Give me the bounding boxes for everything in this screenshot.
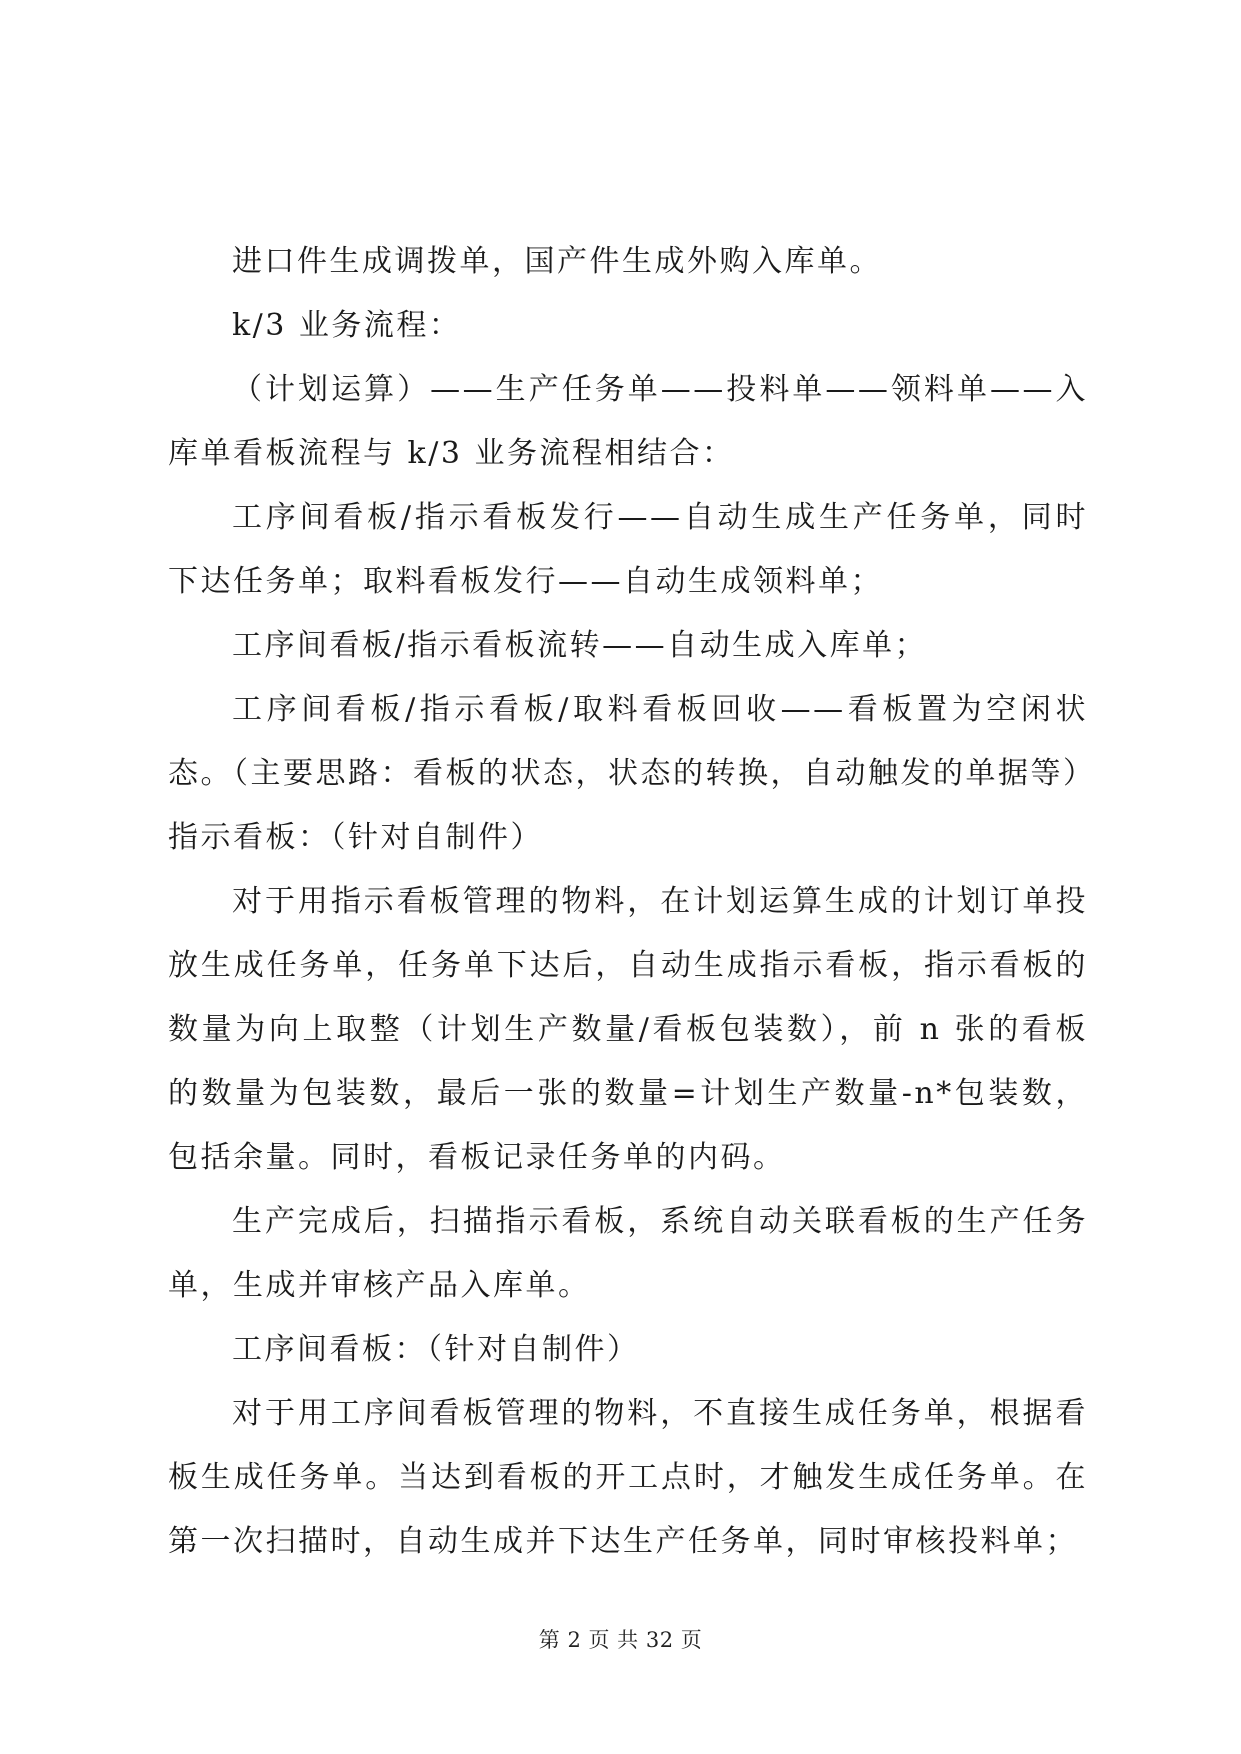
paragraph: 生产完成后，扫描指示看板，系统自动关联看板的生产任务单，生成并审核产品入库单。 <box>168 1204 1088 1303</box>
document-body <box>168 230 1096 1574</box>
section-heading: 指示看板：（针对自制件） <box>168 820 543 855</box>
paragraph: （计划运算）——生产任务单——投料单——领料单——入库单看板流程与 k/3 业务流程相结合： <box>168 372 1088 471</box>
page-number: 第 2 页 共 32 页 <box>538 1628 703 1652</box>
paragraph: 工序间看板/指示看板/取料看板回收——看板置为空闲状态。（主要思路：看板的状态，状态的转换，自动触发的单据等） <box>168 692 1096 791</box>
section-heading: 工序间看板：（针对自制件） <box>232 1332 640 1367</box>
page-footer <box>0 1624 1241 1654</box>
paragraph: k/3 业务流程： <box>232 308 462 343</box>
paragraph: 工序间看板/指示看板发行——自动生成生产任务单，同时下达任务单；取料看板发行——自动生成领料单； <box>168 500 1088 599</box>
paragraph: 进口件生成调拨单，国产件生成外购入库单。 <box>232 244 882 279</box>
paragraph: 对于用指示看板管理的物料，在计划运算生成的计划订单投放生成任务单，任务单下达后，自动生成指示看板，指示看板的数量为向上取整（计划生产数量/看板包装数），前 n 张的看板的数量为包装数，最后一张的数量=计划生产数量-n*包装数，包括余量。同时，看板记录任务单的内码。 <box>168 884 1088 1175</box>
paragraph: 工序间看板/指示看板流转——自动生成入库单； <box>232 628 928 663</box>
paragraph: 对于用工序间看板管理的物料，不直接生成任务单，根据看板生成任务单。当达到看板的开工点时，才触发生成任务单。在第一次扫描时，自动生成并下达生产任务单，同时审核投料单； <box>168 1396 1088 1559</box>
